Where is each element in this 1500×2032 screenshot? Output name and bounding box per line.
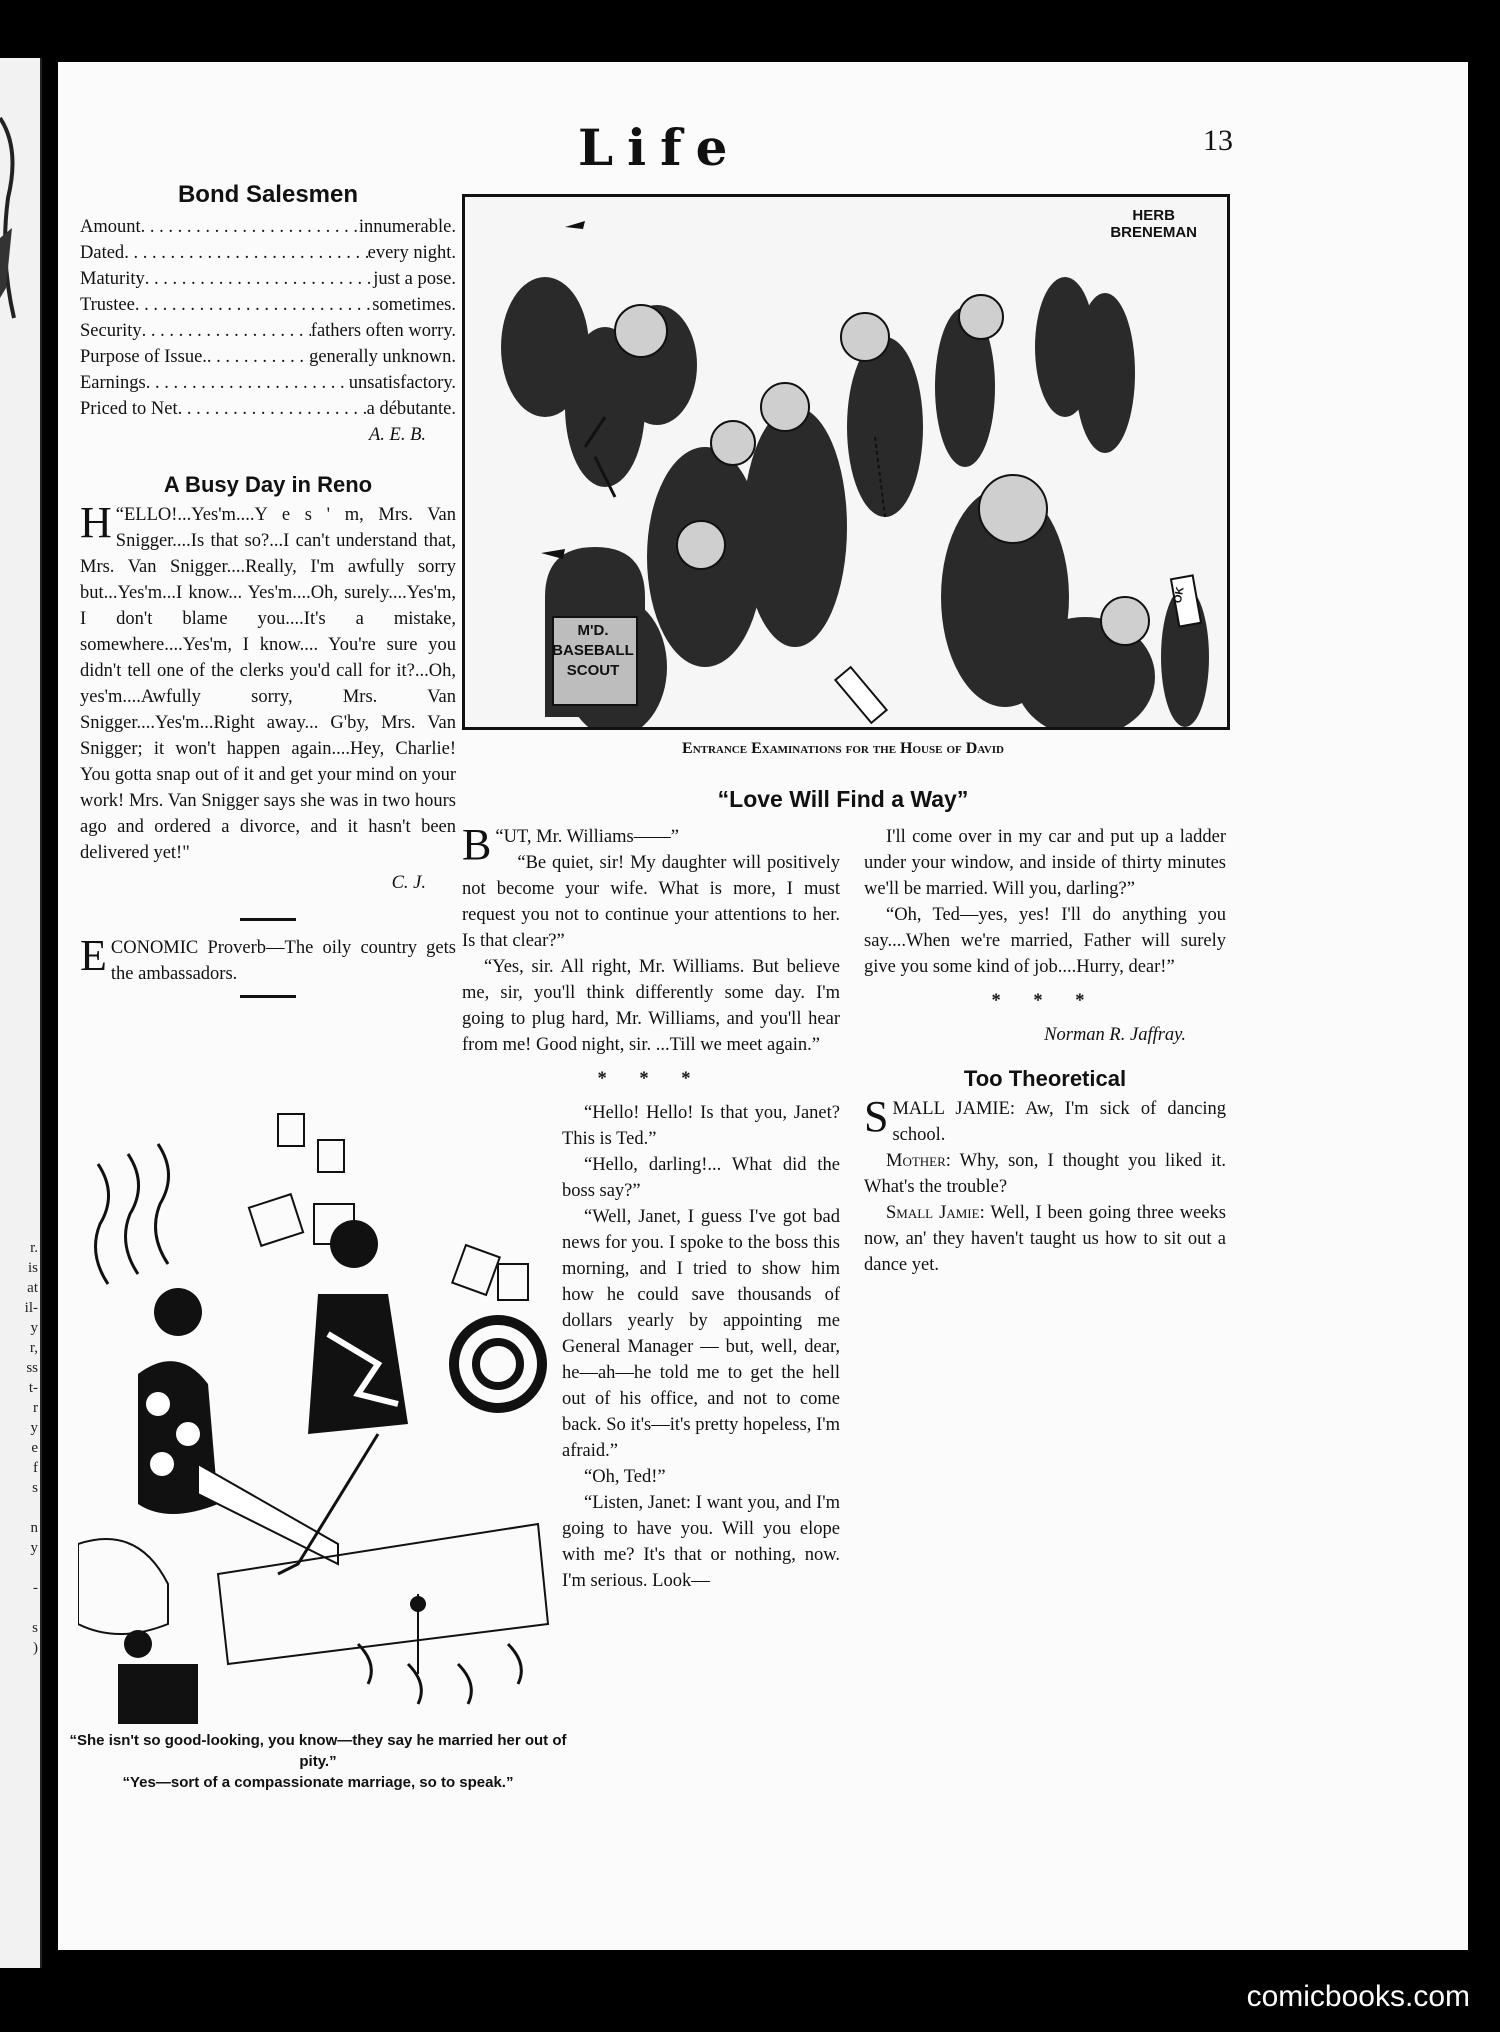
love-title: “Love Will Find a Way” [717, 786, 969, 812]
reno-body: “ H ELLO!...Yes'm....Y e s ' m, Mrs. Van Snigger....Is that so?...I can't understand that, Mrs. Van Snigger....Really, I'm awfully sorry but...Yes'm...I know... Yes'm....Oh, surely....Yes'm, I don't blame you....It's a mistake, somewhere....Yes'm, I know.... You're sure you didn't tell one of the clerks you'd call for it?...Oh, yes'm....Awfully sorry, Mrs. Van Snigger....Yes'm...Right away... G'by, Mrs. Van Snigger; it won't happen again....Hey, Charlie! You gotta snap out of it and get your mind on your work! Mrs. Van Snigger says she was in two hours ago and ordered a divorce, and it hasn't been delivered yet!" [80, 498, 456, 863]
love-middle2-paragraphs [562, 1100, 840, 1594]
fragment: n [30, 1520, 38, 1536]
section-stars: * * * [991, 991, 1099, 1011]
section-stars: * * * [597, 1069, 705, 1089]
watermark: comicbooks.com [1246, 1980, 1470, 2013]
reno-title: A Busy Day in Reno [163, 472, 373, 497]
bond-row: Security . . . fathers often worry. [80, 318, 456, 344]
top-cartoon-caption: Entrance Examinations for the House of David [682, 740, 1004, 757]
paragraph: “Oh, Ted—yes, yes! I'll do anything you say....When we're married, Father will surely give you some kind of job....Hurry, dear!” [864, 905, 1226, 977]
baseball-scout-sign: M'D. BASEBALL SCOUT [552, 622, 634, 679]
fragment: ss [26, 1360, 38, 1376]
fragment: t- [28, 1380, 38, 1396]
paragraph: “Well, Janet, I guess I've got bad news for you. I spoke to the boss this morning, and I tried to show him how he could save thousands of dollars yearly by appointing me General Manager — but, well, dear, he—ah—he told me to get the hell out of his office, and not to come back. So it's—it's pretty hopeless, I'm afraid.” [562, 1207, 840, 1461]
paragraph: “Be quiet, sir! My daughter will positively not become your wife. What is more, I must request you not to continue your attentions to her. Is that clear?” [462, 853, 840, 951]
bond-row: Amount . . . innumerable. [80, 214, 456, 240]
masthead: Life [578, 118, 742, 177]
paragraph: “Listen, Janet: I want you, and I'm going to have you. Will you elope with me? It's that or nothing, now. I'm serious. Look— [562, 1493, 840, 1591]
fragment: is [27, 1260, 38, 1276]
love-right-paragraphs [864, 824, 1226, 980]
fragment: s [32, 1620, 38, 1636]
love-column-right: I'll come over in my car and put up a ladder under your window, and inside of thirty minutes we'll be married. Will you, darling?” “Oh, Ted—yes, yes! I'll do anything you say....When we're married, Father will surely give you some kind of job....Hurry, dear!” * * * Norman R. Jaffray. Too Theoretical SMALL JAMIE: Aw, I'm sick of dancing school. Mother: Why, son, I thought you liked it. What's the trouble? Small Jamie: Well, I been going three weeks now, an' they haven't taught us how to sit out a dance yet. [864, 824, 1226, 1278]
bottom-cartoon-caption: “She isn't so good-looking, you know—they say he married her out of pity.” “Yes—sort of a compassionate marriage, so to speak.” [69, 1732, 567, 1791]
fragment: r. [30, 1240, 38, 1256]
fragment: f [33, 1460, 38, 1476]
fragment: s [32, 1480, 38, 1496]
love-middle-paragraphs [462, 850, 840, 1058]
house-of-david-cartoon [462, 194, 1230, 730]
fragment: at [27, 1280, 38, 1296]
bond-row: Purpose of Issue. . . . generally unknown. [80, 344, 456, 370]
previous-page-text-fragments [4, 1238, 38, 1658]
fragment: ) [33, 1640, 38, 1656]
paragraph: “Hello! Hello! Is that you, Janet? This is Ted.” [562, 1103, 840, 1149]
previous-page-edge [0, 58, 42, 1968]
paragraph: I'll come over in my car and put up a ladder under your window, and inside of thirty minutes we'll be married. Will you, darling?” [864, 827, 1226, 899]
love-column-middle: “ B UT, Mr. Williams——” “Be quiet, sir! My daughter will positively not become your wife. What is more, I must request you not to continue your attentions to her. Is that clear?” “Yes, sir. All right, Mr. Williams. But believe me, sir, you'll think differently some day. I'm going to plug hard, Mr. Williams, and you'll hear from me! Good night, sir. ...Till we meet again.” * * * “Hello! Hello! Is that you, Janet? This is Ted.” “Hello, darling!... What did the boss say?” “Well, Janet, I guess I've got bad news for you. I spoke to the boss this morning, and I tried to show him how he could save thousands of dollars yearly by appointing me General Manager — but, well, dear, he—ah—he told me to get the hell out of his office, and not to come back. So it's—it's pretty hopeless, I'm afraid.” “Oh, Ted!” “Listen, Janet: I want you, and I'm going to have you. Will you elope with me? It's that or nothing, now. I'm serious. Look— [462, 824, 840, 1594]
reno-dropcap: H [80, 498, 112, 547]
ok-card-label: OK [1171, 585, 1187, 605]
love-signature: Norman R. Jaffray. [1044, 1025, 1186, 1045]
bond-row: Trustee . . . sometimes. [80, 292, 456, 318]
fragment [4, 1598, 38, 1618]
paragraph: “Hello, darling!... What did the boss say?” [562, 1155, 840, 1201]
previous-page-illustration-fragment [0, 58, 40, 1968]
page-number: 13 [1203, 124, 1233, 157]
fragment [4, 1558, 38, 1578]
magazine-page [58, 62, 1468, 1950]
left-column [80, 182, 456, 1012]
theoretical-dropcap: S [864, 1092, 889, 1141]
fragment: y [30, 1540, 38, 1556]
bond-row: Earnings . . . unsatisfactory. [80, 370, 456, 396]
paragraph: “Oh, Ted!” [584, 1467, 666, 1487]
fragment: y [30, 1420, 38, 1436]
fragment [4, 1498, 38, 1518]
fragment: il- [24, 1300, 38, 1316]
bond-row: Priced to Net . . . a débutante. [80, 396, 456, 422]
fragment: r, [29, 1340, 38, 1356]
bond-row: Dated . . . every night. [80, 240, 456, 266]
bond-row: Maturity . . . just a pose. [80, 266, 456, 292]
fragment: y [30, 1320, 38, 1336]
bond-list [80, 214, 456, 422]
love-dropcap: B [462, 820, 492, 869]
artist-signature: HERB BRENEMAN [1110, 207, 1197, 241]
fragment: e [31, 1440, 38, 1456]
paragraph: “Yes, sir. All right, Mr. Williams. But believe me, sir, you'll think differently some day. I'm going to plug hard, Mr. Williams, and you'll hear from me! Good night, sir. ...Till we meet again.” [462, 957, 840, 1055]
divider [240, 995, 296, 998]
fragment: r [33, 1400, 38, 1416]
proverb-dropcap: E [80, 931, 107, 980]
proverb: ECONOMIC Proverb—The oily country gets the ambassadors. [80, 931, 456, 984]
divider [240, 918, 296, 921]
reno-signature: C. J. [391, 873, 426, 893]
theoretical-title: Too Theoretical [963, 1066, 1127, 1091]
bond-signature: A. E. B. [368, 425, 426, 445]
bond-title: Bond Salesmen [177, 181, 359, 208]
fragment: - [33, 1580, 38, 1596]
